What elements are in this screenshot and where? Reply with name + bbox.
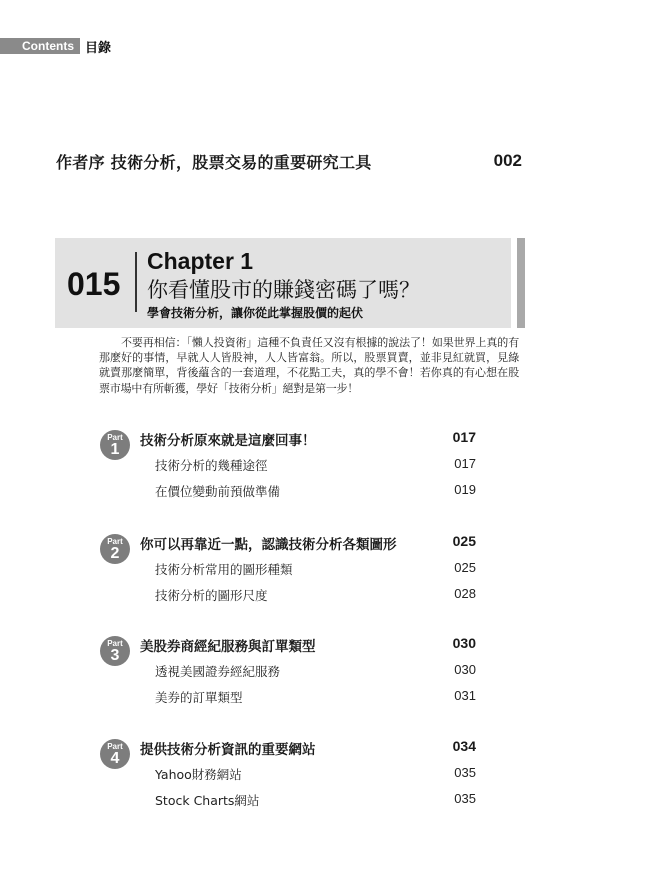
toc-item[interactable] [155, 456, 476, 474]
part-badge [100, 430, 130, 460]
part-heading[interactable] [140, 738, 476, 758]
toc-item-page: 025 [454, 560, 476, 575]
part-badge-number: 4 [110, 750, 120, 767]
part-badge [100, 739, 130, 769]
part-title: 美股券商經紀服務與訂單類型 [140, 639, 316, 655]
part-badge-number: 3 [110, 647, 120, 664]
toc-item-title: Stock Charts網站 [155, 793, 260, 808]
toc-item[interactable] [155, 586, 476, 604]
toc-item-title: 技術分析的幾種途徑 [155, 458, 268, 473]
toc-item-page: 028 [454, 586, 476, 601]
toc-item-page: 035 [454, 765, 476, 780]
contents-badge: Contents [0, 38, 80, 54]
toc-item-page: 019 [454, 482, 476, 497]
chapter-page-number: 015 [67, 266, 121, 302]
chapter-side-bar [517, 238, 525, 328]
toc-item-title: Yahoo財務網站 [155, 767, 242, 782]
toc-item-title: 美券的訂單類型 [155, 690, 243, 705]
toc-item[interactable] [155, 688, 476, 706]
part-heading[interactable] [140, 635, 476, 655]
part-badge [100, 636, 130, 666]
chapter-title: 你看懂股市的賺錢密碼了嗎？ [147, 278, 420, 302]
part-badge [100, 534, 130, 564]
part-page-number: 030 [452, 635, 476, 651]
part-badge-word: Part [107, 742, 123, 751]
part-badge-number: 1 [110, 441, 120, 458]
part-badge-word: Part [107, 537, 123, 546]
page-header [0, 38, 111, 54]
chapter-banner[interactable] [55, 238, 511, 328]
toc-item[interactable] [155, 662, 476, 680]
part-page-number: 017 [452, 429, 476, 445]
toc-item-page: 017 [454, 456, 476, 471]
part-heading[interactable] [140, 429, 476, 449]
part-badge-word: Part [107, 433, 123, 442]
chapter-divider [135, 252, 137, 312]
part-page-number: 025 [452, 533, 476, 549]
toc-item-title: 在價位變動前預做準備 [155, 484, 281, 499]
chapter-label: Chapter 1 [147, 248, 254, 274]
part-heading[interactable] [140, 533, 476, 553]
toc-item-title: 技術分析的圖形尺度 [155, 588, 268, 603]
part-badge-word: Part [107, 639, 123, 648]
chapter-intro-text: 不要再相信：「懶人投資術」這種不負責任又沒有根據的說法了！如果世界上真的有那麼好的事情，早就人人皆股神，人人皆富翁。所以，股票買賣，並非見紅就買，見綠就賣那麼簡單，背後蘊含的一套道理，不花點工夫，真的學不會！若你真的有心想在股票市場中有所斬獲，學好「技術分析」絕對是第一步！ [99, 336, 519, 395]
preface-title: 作者序 技術分析，股票交易的重要研究工具 [56, 152, 372, 172]
part-title: 技術分析原來就是這麼回事！ [140, 433, 316, 449]
preface-entry[interactable] [56, 150, 522, 172]
toc-item[interactable] [155, 791, 476, 809]
toc-item[interactable] [155, 560, 476, 578]
toc-item[interactable] [155, 482, 476, 500]
preface-page-number: 002 [493, 151, 522, 170]
toc-item-title: 透視美國證券經紀服務 [155, 664, 281, 679]
part-title: 你可以再靠近一點，認識技術分析各類圖形 [140, 537, 397, 553]
toc-item-page: 035 [454, 791, 476, 806]
part-badge-number: 2 [110, 545, 120, 562]
toc-item[interactable] [155, 765, 476, 783]
part-title: 提供技術分析資訊的重要網站 [140, 742, 316, 758]
toc-item-title: 技術分析常用的圖形種類 [155, 562, 293, 577]
chapter-subtitle: 學會技術分析，讓你從此掌握股價的起伏 [147, 306, 364, 320]
part-page-number: 034 [452, 738, 476, 754]
contents-label: 目錄 [85, 40, 112, 56]
toc-item-page: 031 [454, 688, 476, 703]
toc-item-page: 030 [454, 662, 476, 677]
